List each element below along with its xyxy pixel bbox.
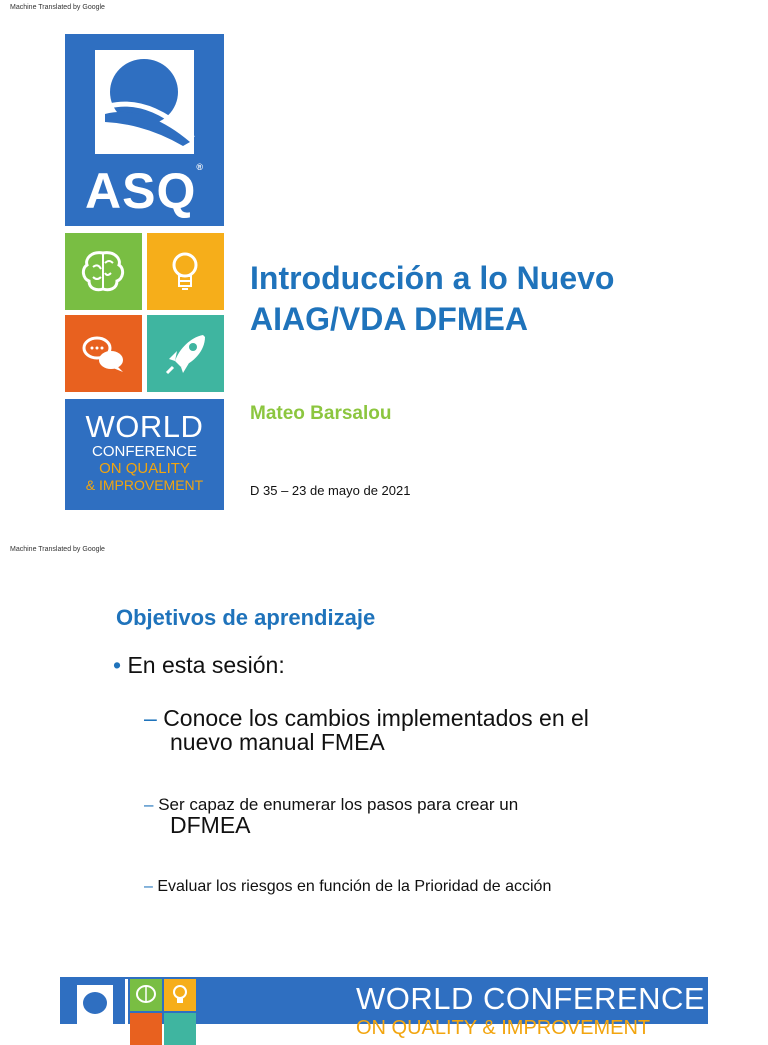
tile-rocket — [147, 315, 224, 392]
conference-line-3: ON QUALITY — [99, 460, 190, 477]
watermark-second: Machine Translated by Google — [10, 546, 105, 553]
footer-tile-brain — [130, 979, 162, 1011]
objective-item-2: – Ser capaz de enumerar los pasos para crear un — [144, 795, 519, 814]
chat-bubbles-icon — [65, 315, 142, 392]
lightbulb-icon — [147, 233, 224, 310]
session-date: D 35 – 23 de mayo de 2021 — [250, 483, 411, 498]
author-name: Mateo Barsalou — [250, 403, 392, 424]
objective-item-3: – Evaluar los riesgos en función de la Prioridad de acción — [144, 878, 552, 895]
footer-conference-subtext: ON QUALITY & IMPROVEMENT — [356, 1017, 651, 1039]
rocket-icon — [147, 315, 224, 392]
footer-banner — [60, 977, 708, 1039]
footer-tile-rocket — [164, 1013, 196, 1045]
brain-icon — [65, 233, 142, 310]
footer-tile-chat — [130, 1013, 162, 1045]
tile-brain — [65, 233, 142, 310]
watermark-top: Machine Translated by Google — [10, 4, 105, 11]
objective-item-1: – Conoce los cambios implementados en el nuevo manual FMEA — [144, 705, 589, 755]
conference-line-4: & IMPROVEMENT — [85, 477, 204, 493]
asq-logo — [65, 34, 224, 226]
q-logo-icon — [65, 34, 224, 164]
lightbulb-small-icon — [164, 979, 196, 1011]
footer-tile-lightbulb — [164, 979, 196, 1011]
objectives-heading: Objetivos de aprendizaje — [116, 605, 376, 630]
conference-line-1: WORLD — [85, 409, 204, 444]
world-conference-logo — [65, 399, 224, 510]
objective-item-2-cont: DFMEA — [170, 812, 251, 838]
q-logo-small-icon — [65, 979, 128, 1024]
asq-wordmark: ASQ® — [85, 162, 204, 219]
conference-line-2: CONFERENCE — [91, 443, 197, 460]
slide-title: Introducción a lo Nuevo AIAG/VDA DFMEA — [250, 260, 615, 337]
bullet-item: • En esta sesión: — [113, 652, 285, 678]
brain-small-icon — [130, 979, 162, 1011]
footer-conference-text: WORLD CONFERENCE — [356, 981, 706, 1016]
tile-lightbulb — [147, 233, 224, 310]
tile-chat — [65, 315, 142, 392]
